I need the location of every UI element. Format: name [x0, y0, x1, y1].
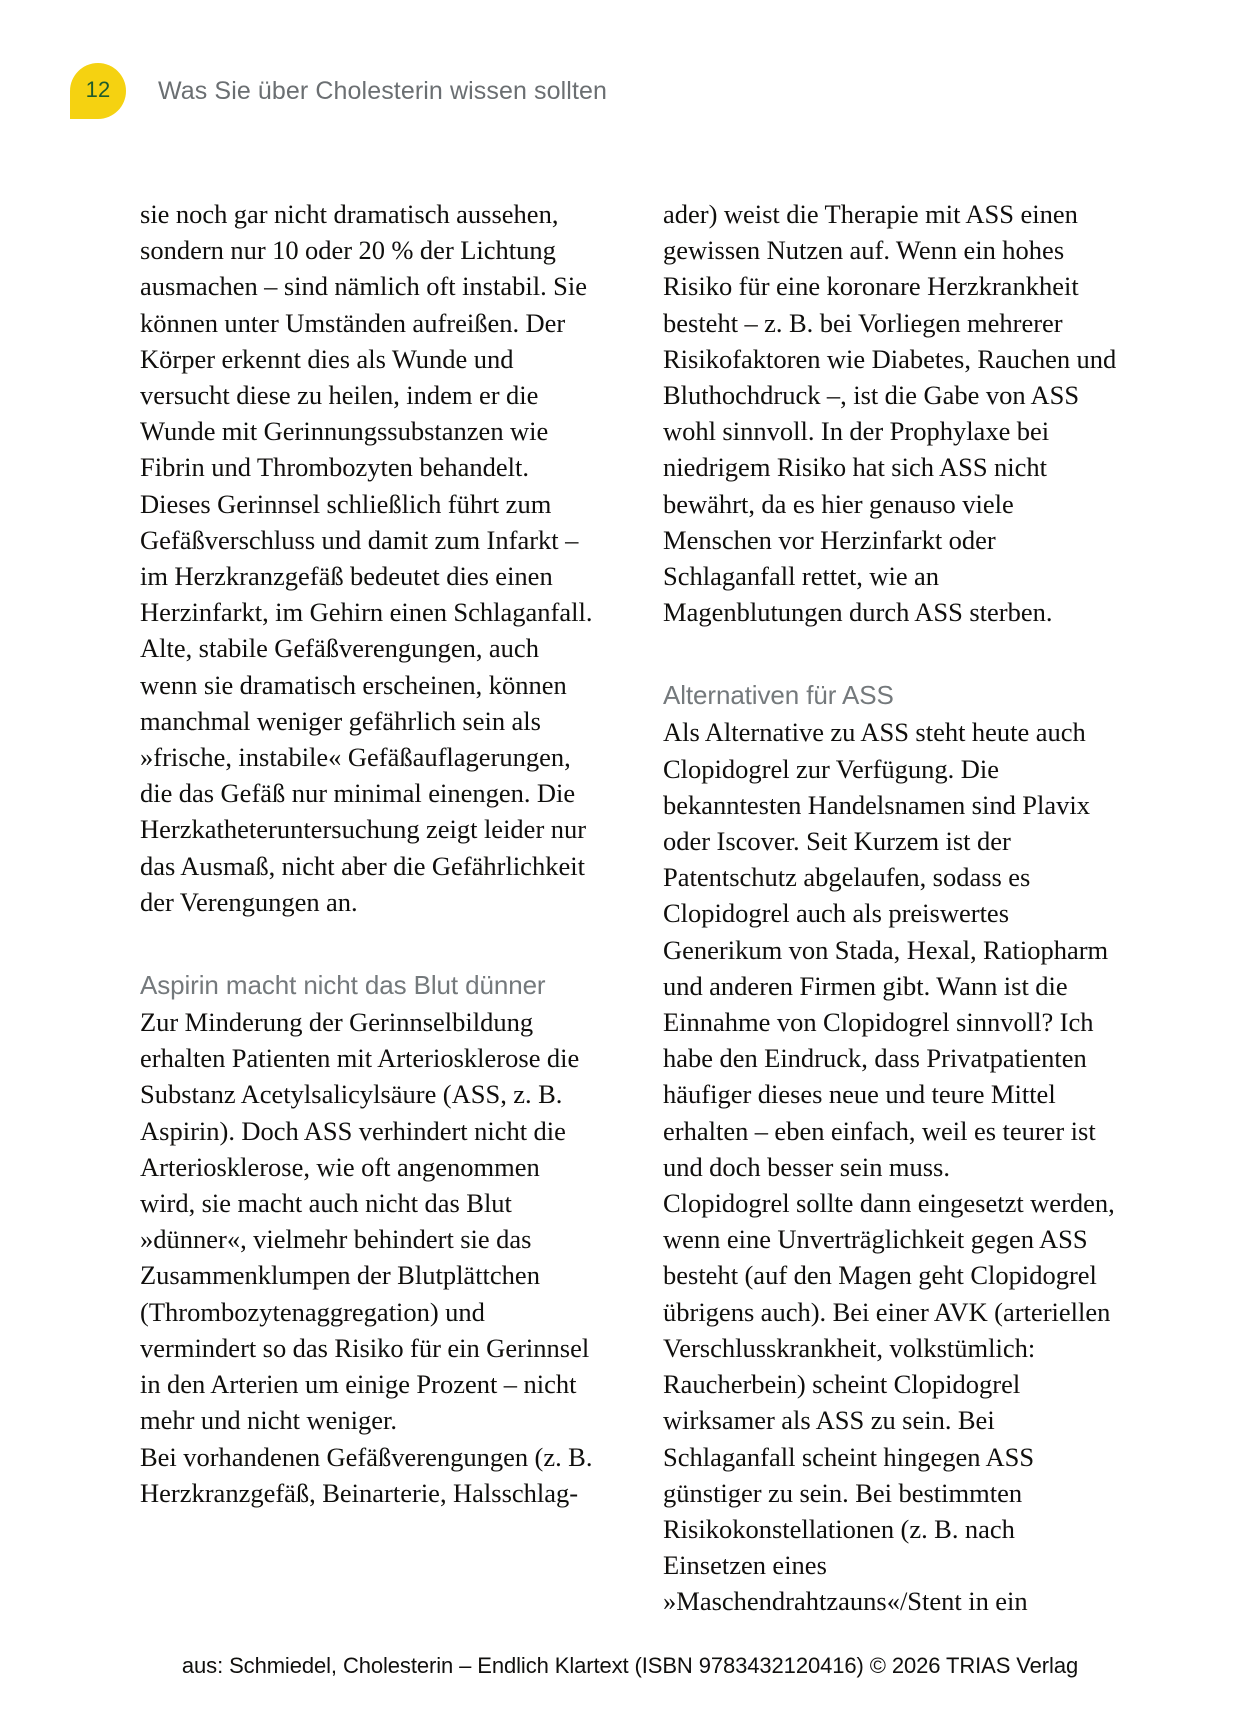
page-content	[140, 196, 1120, 1620]
left-column	[140, 196, 597, 1620]
right-paragraph-2: Als Alternative zu ASS steht heute auch Clopidogrel zur Verfügung. Die bekanntesten Handelsnamen sind Plavix oder Iscover. Seit Kurzem ist der Patentschutz abgelaufen, sodass es Clopidogrel auch als preiswertes Generikum von Stada, Hexal, Ratiopharm und anderen Firmen gibt. Wann ist die Einnahme von Clopidogrel sinnvoll? Ich habe den Eindruck, dass Privatpatienten häufiger dieses neue und teure Mittel erhalten – eben einfach, weil es teurer ist und doch besser sein muss.	[663, 717, 1109, 1182]
left-paragraph-1: sie noch gar nicht dramatisch aussehen, sondern nur 10 oder 20 % der Lichtung ausmachen – sind nämlich oft instabil. Sie können unter Umständen aufreißen. Der Körper erkennt dies als Wunde und versucht diese zu heilen, indem er die Wunde mit Gerinnungssubstanzen wie Fibrin und Thrombozyten behandelt. Dieses Gerinnsel schließlich führt zum Gefäßverschluss und damit zum Infarkt – im Herzkranzgefäß bedeutet dies einen Herzinfarkt, im Gehirn einen Schlaganfall. Alte, stabile Gefäßverengungen, auch wenn sie dramatisch erscheinen, können manchmal weniger gefährlich sein als »frische, instabile« Gefäßauflagerungen, die das Gefäß nur minimal einengen. Die Herzkatheteruntersuchung zeigt leider nur das Ausmaß, nicht aber die Gefährlichkeit der Verengungen an.	[140, 199, 593, 917]
page-footer	[0, 1653, 1260, 1679]
section-alternativen	[663, 678, 1120, 1185]
footer-source-line: aus: Schmiedel, Cholesterin – Endlich Klartext (ISBN 9783432120416) © 2026 TRIAS Verlag	[181, 1653, 1079, 1678]
left-paragraph-3: Bei vorhandenen Gefäßverengungen (z. B. Herzkranzgefäß, Beinarterie, Halsschlag-	[140, 1441, 593, 1508]
page-running-header	[70, 60, 1190, 122]
right-paragraph-3: Clopidogrel sollte dann eingesetzt werden, wenn eine Unverträglichkeit gegen ASS besteht (auf den Magen geht Clopidogrel übrigens auch). Bei einer AVK (arteriellen Verschlusskrankheit, volkstümlich: Raucherbein) scheint Clopidogrel wirksamer als ASS zu sein. Bei Schlaganfall scheint hingegen ASS günstiger zu sein. Bei bestimmten Risikokonstellationen (z. B. nach Einsetzen eines »Maschendrahtzauns«/Stent in ein	[663, 1188, 1115, 1617]
left-paragraph-2: Zur Minderung der Gerinnselbildung erhalten Patienten mit Arteriosklerose die Substanz Acetylsalicylsäure (ASS, z. B. Aspirin). Doch ASS verhindert nicht die Arteriosklerose, wie oft angenommen wird, sie macht auch nicht das Blut »dünner«, vielmehr behindert sie das Zusammenklumpen der Blutplättchen (Thrombozytenaggregation) und vermindert so das Risiko für ein Gerinnsel in den Arterien um einige Prozent – nicht mehr und nicht weniger.	[140, 1007, 590, 1436]
heading-alternativen: Alternativen für ASS	[663, 680, 894, 711]
page-number: 12	[85, 77, 111, 102]
right-column	[663, 196, 1120, 1620]
running-title: Was Sie über Cholesterin wissen sollten	[158, 76, 608, 105]
page-number-badge	[70, 63, 126, 119]
heading-aspirin: Aspirin macht nicht das Blut dünner	[140, 970, 546, 1001]
section-aspirin	[140, 968, 597, 1438]
right-paragraph-1: ader) weist die Therapie mit ASS einen gewissen Nutzen auf. Wenn ein hohes Risiko für eine koronare Herzkrankheit besteht – z. B. bei Vorliegen mehrerer Risikofaktoren wie Diabetes, Rauchen und Bluthochdruck –, ist die Gabe von ASS wohl sinnvoll. In der Prophylaxe bei niedrigem Risiko hat sich ASS nicht bewährt, da es hier genauso viele Menschen vor Herzinfarkt oder Schlaganfall rettet, wie an Magenblutungen durch ASS sterben.	[663, 199, 1117, 628]
